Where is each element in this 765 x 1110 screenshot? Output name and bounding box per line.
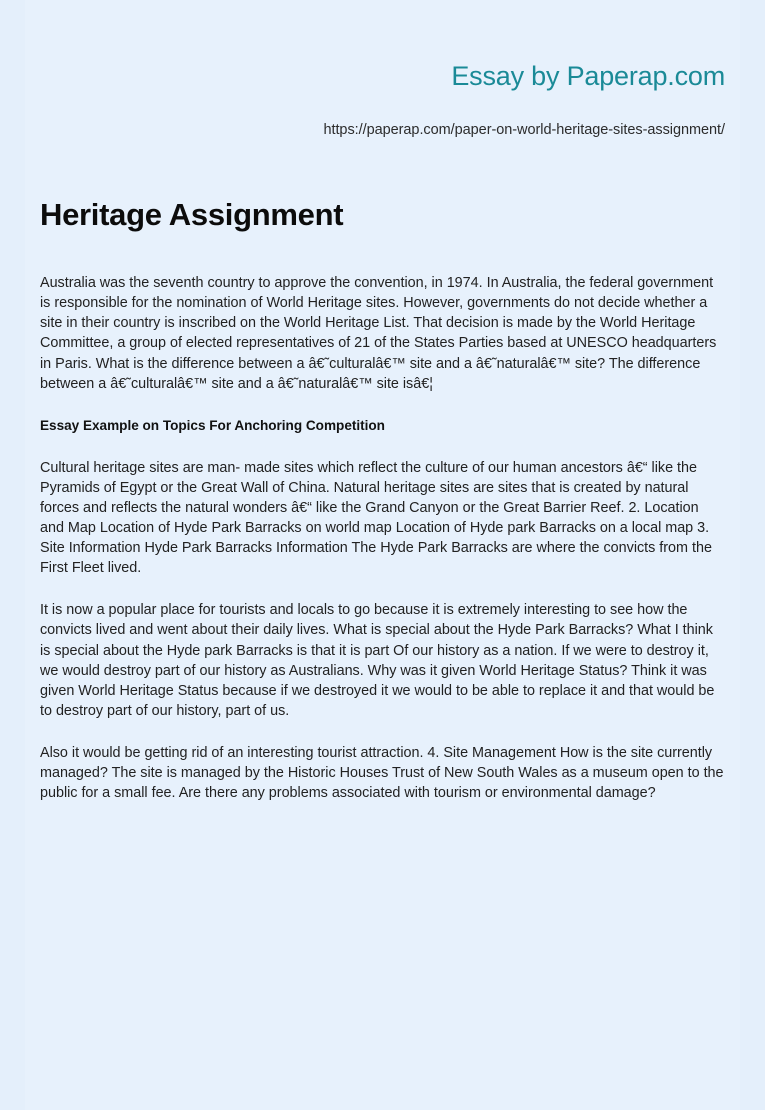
- body-paragraph: Australia was the seventh country to approve the convention, in 1974. In Australia, the federal government is responsible for the nomination of World Heritage sites. However, governments do not decide whether a site in their country is inscribed on the World Heritage List. That decision is made by the World Heritage Committee, a group of elected representatives of 21 of the States Parties based at UNESCO headquarters in Paris. What is the difference between a â€˜culturalâ€™ site and a â€˜naturalâ€™ site? The difference between a â€˜culturalâ€™ site and a â€˜naturalâ€™ site isâ€¦: [40, 275, 717, 392]
- brand-line: [0, 62, 765, 92]
- source-url-line: [0, 121, 765, 139]
- body-paragraph: Cultural heritage sites are man- made sites which reflect the culture of our human ancestors â€“ like the Pyramids of Egypt or the Great Wall of China. Natural heritage sites are sites that is created by natural forces and reflects the natural wonders â€“ like the Grand Canyon or the Great Barrier Reef. 2. Location and Map Location of Hyde Park Barracks on world map Location of Hyde park Barracks on a local map 3. Site Information Hyde Park Barracks Information The Hyde Park Barracks are where the convicts from the First Fleet lived.: [40, 459, 712, 577]
- page-title: Heritage Assignment: [40, 197, 344, 232]
- brand-title: Essay by Paperap.com: [451, 61, 725, 91]
- document-header: [0, 0, 765, 139]
- source-url[interactable]: https://paperap.com/paper-on-world-heritage-sites-assignment/: [323, 121, 725, 138]
- body-paragraph: It is now a popular place for tourists and locals to go because it is extremely interesting to see how the convicts lived and went about their daily lives. What is special about the Hyde Park Barracks? What I think is special about the Hyde park Barracks is that it is part Of our history as a nation. If we were to destroy it, we would destroy part of our history as Australians. Why was it given World Heritage Status? Think it was given World Heritage Status because if we destroyed it we would to be able to replace it and that would be to destroy part of our history, part of us.: [40, 602, 715, 719]
- document-body: [40, 196, 724, 803]
- section-subheading: Essay Example on Topics For Anchoring Competition: [40, 417, 385, 433]
- body-paragraph: Also it would be getting rid of an interesting tourist attraction. 4. Site Management How is the site currently managed? The site is managed by the Historic Houses Trust of New South Wales as a museum open to the public for a small fee. Are there any problems associated with tourism or environmental damage?: [40, 744, 724, 802]
